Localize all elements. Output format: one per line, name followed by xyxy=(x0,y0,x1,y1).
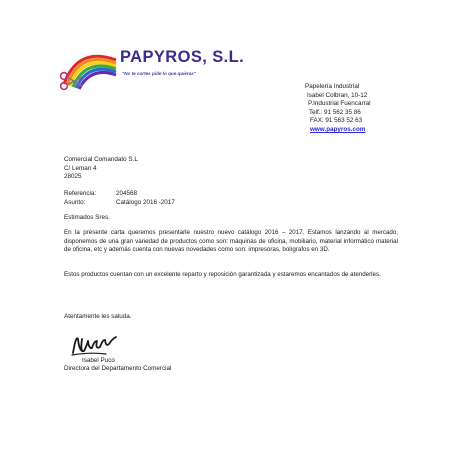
reference-label: Referencia: xyxy=(64,190,97,197)
sender-address xyxy=(305,83,371,135)
sender-line: Isabel Colbran, 10-12 xyxy=(307,91,368,99)
sender-line: Papelería Industrial xyxy=(305,83,360,90)
body-paragraph-1: En la presente carta queremos presentarle nuestro nuevo catálogo 2016 – 2017. Estamos lanzando al mercado, disponemos de una gran variedad de productos como son: máquinas de oficina, mobiliario, material informático material de oficina, etc y además cuenta con nuevas novedades como son: impresoras, bolígrafos en 3D. xyxy=(64,229,398,254)
sender-phone: Telf.: 91 562 35 86 xyxy=(309,108,361,116)
rainbow-icon xyxy=(64,56,116,89)
reference-row xyxy=(64,190,175,199)
signatory-name: Isabel Puco xyxy=(82,357,115,364)
company-slogan: "No te cortes pide lo que quieras" xyxy=(122,71,197,76)
rainbow-scissors-logo xyxy=(58,46,120,96)
closing-line: Atentamente les saluda. xyxy=(64,313,132,320)
company-logo xyxy=(58,46,268,96)
recipient-street: C/ Leman 4 xyxy=(64,164,97,172)
company-name: PAPYROS, S.L. xyxy=(120,48,245,66)
subject-label: Asunto: xyxy=(64,198,86,206)
subject-value: Catálogo 2016 -2017 xyxy=(116,198,175,206)
sender-website-link[interactable]: www.papyros.com xyxy=(310,125,366,133)
handwritten-signature xyxy=(70,331,118,357)
signatory-role: Directora del Departamento Comercial xyxy=(64,365,172,372)
body-paragraph-2: Estos productos cuentan con un excelente reparto y reposición garantizada y estaremos encantados de atenderles. xyxy=(64,271,381,278)
reference-block xyxy=(64,190,175,207)
recipient-postal-code: 28025 xyxy=(64,173,82,181)
reference-value: 204568 xyxy=(116,190,138,197)
greeting: Estimados Sres. xyxy=(64,214,110,221)
sender-fax: FAX: 91 563 52 63 xyxy=(310,117,363,125)
subject-row xyxy=(64,199,175,208)
sender-line: P.Industrial Fuencarral xyxy=(308,100,371,108)
recipient-address xyxy=(64,156,138,182)
recipient-name: Comercial Comandato S.L xyxy=(64,156,138,163)
